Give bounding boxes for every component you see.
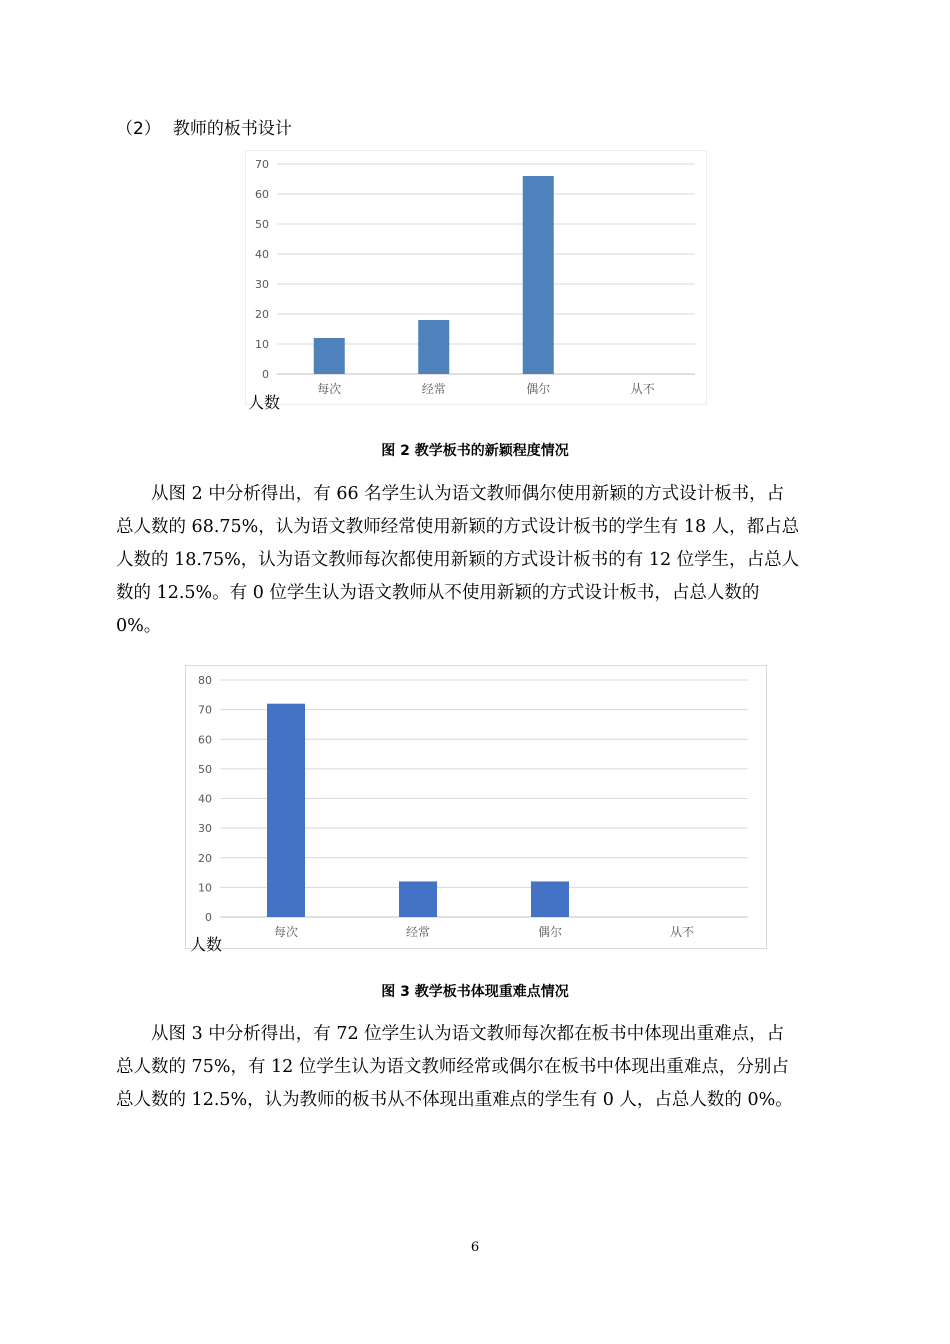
chart-keypoints-bar	[531, 881, 569, 917]
chart-keypoints-ytick-label: 70	[198, 703, 212, 717]
chart-novelty-ytick-label: 70	[255, 158, 269, 171]
chart-novelty-ytick-label: 20	[255, 308, 269, 321]
chart-keypoints-ytick-label: 30	[198, 822, 212, 836]
chart-keypoints-ytick-label: 60	[198, 733, 212, 747]
chart-novelty-ylabel: 人数	[248, 393, 281, 412]
chart-keypoints-ytick-label: 80	[198, 674, 212, 687]
para1-line: 总人数的 68.75%，认为语文教师经常使用新颖的方式设计板书的学生有 18 人，都占总	[116, 517, 800, 537]
para1-line: 数的 12.5%。有 0 位学生认为语文教师从不使用新颖的方式设计板书，占总人数的	[116, 583, 760, 603]
page-number: 6	[470, 1240, 480, 1255]
chart-novelty-category-label: 每次	[317, 382, 342, 396]
chart-keypoints-plot	[186, 666, 766, 948]
chart-keypoints-category-label: 从不	[669, 925, 695, 939]
chart-keypoints-ytick-label: 10	[198, 881, 212, 895]
chart-keypoints-category-label: 偶尔	[537, 925, 563, 939]
chart-keypoints-category-label: 经常	[405, 925, 431, 939]
chart-novelty-plot	[246, 151, 706, 404]
section-title: 教师的板书设计	[172, 119, 292, 139]
figure-3-caption: 图 3 教学板书体现重难点情况	[381, 984, 569, 1000]
para2-line: 总人数的 75%，有 12 位学生认为语文教师经常或偶尔在板书中体现出重难点，分别占	[116, 1057, 789, 1077]
paragraph-figure-2-analysis	[116, 478, 836, 643]
chart-keypoints	[185, 665, 767, 949]
section-number: （2）	[116, 119, 161, 139]
chart-keypoints-category-label: 每次	[273, 925, 299, 939]
chart-novelty-ytick-label: 0	[262, 368, 269, 381]
chart-novelty-bar	[314, 338, 345, 374]
chart-novelty-ytick-label: 30	[255, 278, 269, 291]
chart-novelty-bar	[523, 176, 554, 374]
para1-line: 0%。	[116, 616, 162, 636]
chart-keypoints-ylabel: 人数	[190, 935, 223, 954]
para1-line: 从图 2 中分析得出，有 66 名学生认为语文教师偶尔使用新颖的方式设计板书，占	[151, 484, 785, 504]
chart-novelty-category-label: 偶尔	[526, 382, 551, 396]
chart-keypoints-bar	[267, 704, 305, 917]
chart-novelty-category-label: 从不	[630, 382, 655, 396]
chart-novelty	[245, 150, 707, 405]
para2-line: 从图 3 中分析得出，有 72 位学生认为语文教师每次都在板书中体现出重难点，占	[151, 1024, 785, 1044]
chart-novelty-category-label: 经常	[421, 382, 446, 396]
chart-novelty-bar	[418, 320, 449, 374]
chart-keypoints-ytick-label: 50	[198, 762, 212, 776]
chart-keypoints-bar	[399, 881, 437, 917]
paragraph-figure-3-analysis	[116, 1018, 836, 1117]
para2-line: 总人数的 12.5%，认为教师的板书从不体现出重难点的学生有 0 人，占总人数的 0%。	[116, 1090, 793, 1110]
section-heading	[116, 114, 292, 139]
chart-novelty-ytick-label: 60	[255, 188, 269, 201]
chart-keypoints-ytick-label: 40	[198, 792, 212, 806]
figure-2-caption: 图 2 教学板书的新颖程度情况	[381, 443, 569, 459]
chart-keypoints-ytick-label: 20	[198, 851, 212, 865]
chart-novelty-ytick-label: 50	[255, 218, 269, 231]
para1-line: 人数的 18.75%，认为语文教师每次都使用新颖的方式设计板书的有 12 位学生，占总人	[116, 550, 800, 570]
chart-novelty-ytick-label: 10	[255, 338, 269, 351]
chart-keypoints-ytick-label: 0	[205, 911, 212, 924]
chart-novelty-ytick-label: 40	[255, 248, 269, 261]
